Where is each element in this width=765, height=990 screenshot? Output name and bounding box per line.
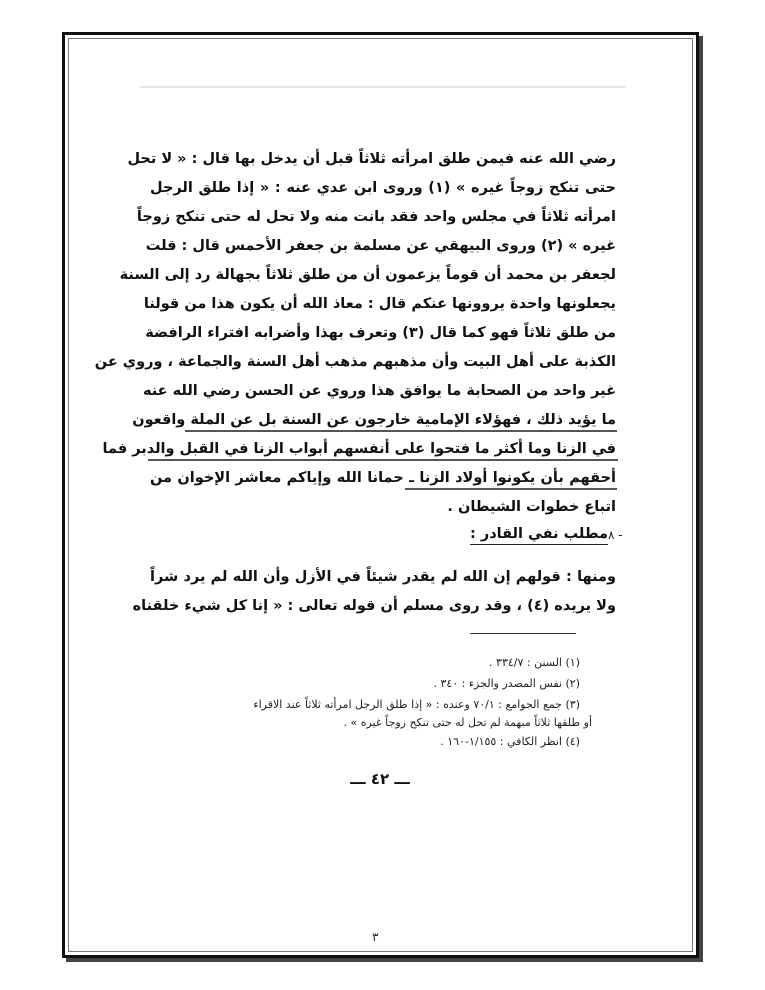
footnote-continuation: أو طلقها ثلاثاً مبهمة لم تحل له حتى تنكح زوجاً غيره » .	[343, 716, 592, 729]
section-heading: مطلب نفي القادر :	[470, 526, 608, 545]
footnotes	[140, 652, 592, 752]
body-line: يجعلونها واحدة يروونها عنكم قال : معاذ الله أن يكون هذا من قولنا	[143, 296, 616, 312]
body-line: ولا يريده (٤) ، وقد روى مسلم أن قوله تعالى : « إنا كل شيء خلقناه	[132, 598, 616, 614]
main-paragraph	[94, 145, 616, 522]
body-line: حتى تنكح زوجاً غيره » (١) وروى ابن عدي عنه : « إذا طلق الرجل	[150, 180, 616, 196]
top-divider	[140, 86, 626, 88]
footnote: (٢) نفس المصدر والجزء : ٣٤٠ .	[433, 677, 580, 690]
annotation-underline	[405, 488, 617, 490]
body-line: من طلق ثلاثاً فهو كما قال (٣) وتعرف بهذا وأضرابه افتراء الرافضة	[145, 325, 616, 341]
body-line: ومنها : قولهم إن الله لم يقدر شيئاً في الأزل وأن الله لم يرد شراً	[150, 569, 616, 585]
body-line: غيره » (٢) وروى البيهقي عن مسلمة بن جعفر الأحمس قال : قلت	[145, 238, 616, 254]
section-number-mark: ٨ -	[608, 528, 623, 542]
footnote: (١) السنن : ٣٣٤/٧ .	[489, 656, 580, 669]
body-line: امرأته ثلاثاً في مجلس واحد فقد بانت منه ولا تحل له حتى تنكح زوجاً	[136, 209, 616, 225]
second-paragraph	[132, 563, 616, 621]
footnote: (٣) جمع الجوامع : ٧٠/١ وعنده : « إذا طلق الرجل امرأته ثلاثاً عند الاقراء	[253, 698, 580, 711]
body-line: الكذبة على أهل البيت وأن مذهبهم مذهب أهل السنة والجماعة ، وروي عن	[94, 354, 616, 370]
body-line-underlined: في الزنا وما أكثر ما فتحوا على أنفسهم أبواب الزنا في القبل والدبر فما	[102, 441, 616, 457]
body-line: لجعفر بن محمد أن قوماً يزعمون أن من طلق ثلاثاً بجهالة رد إلى السنة	[119, 267, 616, 283]
annotation-underline	[148, 459, 618, 461]
sheet-number: ٣	[372, 930, 379, 944]
body-line: رضي الله عنه فيمن طلق امرأته ثلاثاً قبل أن يدخل بها قال : « لا تحل	[127, 151, 616, 167]
footnote: (٤) انظر الكافي : ١/١٥٥-١٦٠ .	[440, 735, 580, 748]
body-line: غير واحد من الصحابة ما يوافق هذا وروي عن الحسن رضي الله عنه	[142, 383, 616, 399]
body-line-underlined: أحقهم بأن يكونوا أولاد الزنا ـ حمانا الله وإياكم معاشر الإخوان من	[150, 470, 616, 486]
body-line: اتباع خطوات الشيطان .	[447, 499, 616, 515]
body-line-underlined: ما يؤيد ذلك ، فهؤلاء الإمامية خارجون عن السنة بل عن الملة واقعون	[132, 412, 616, 428]
annotation-underline	[185, 430, 617, 432]
page-number: ـــ ٤٢ ـــ	[350, 770, 410, 788]
footnote-divider	[470, 633, 576, 634]
